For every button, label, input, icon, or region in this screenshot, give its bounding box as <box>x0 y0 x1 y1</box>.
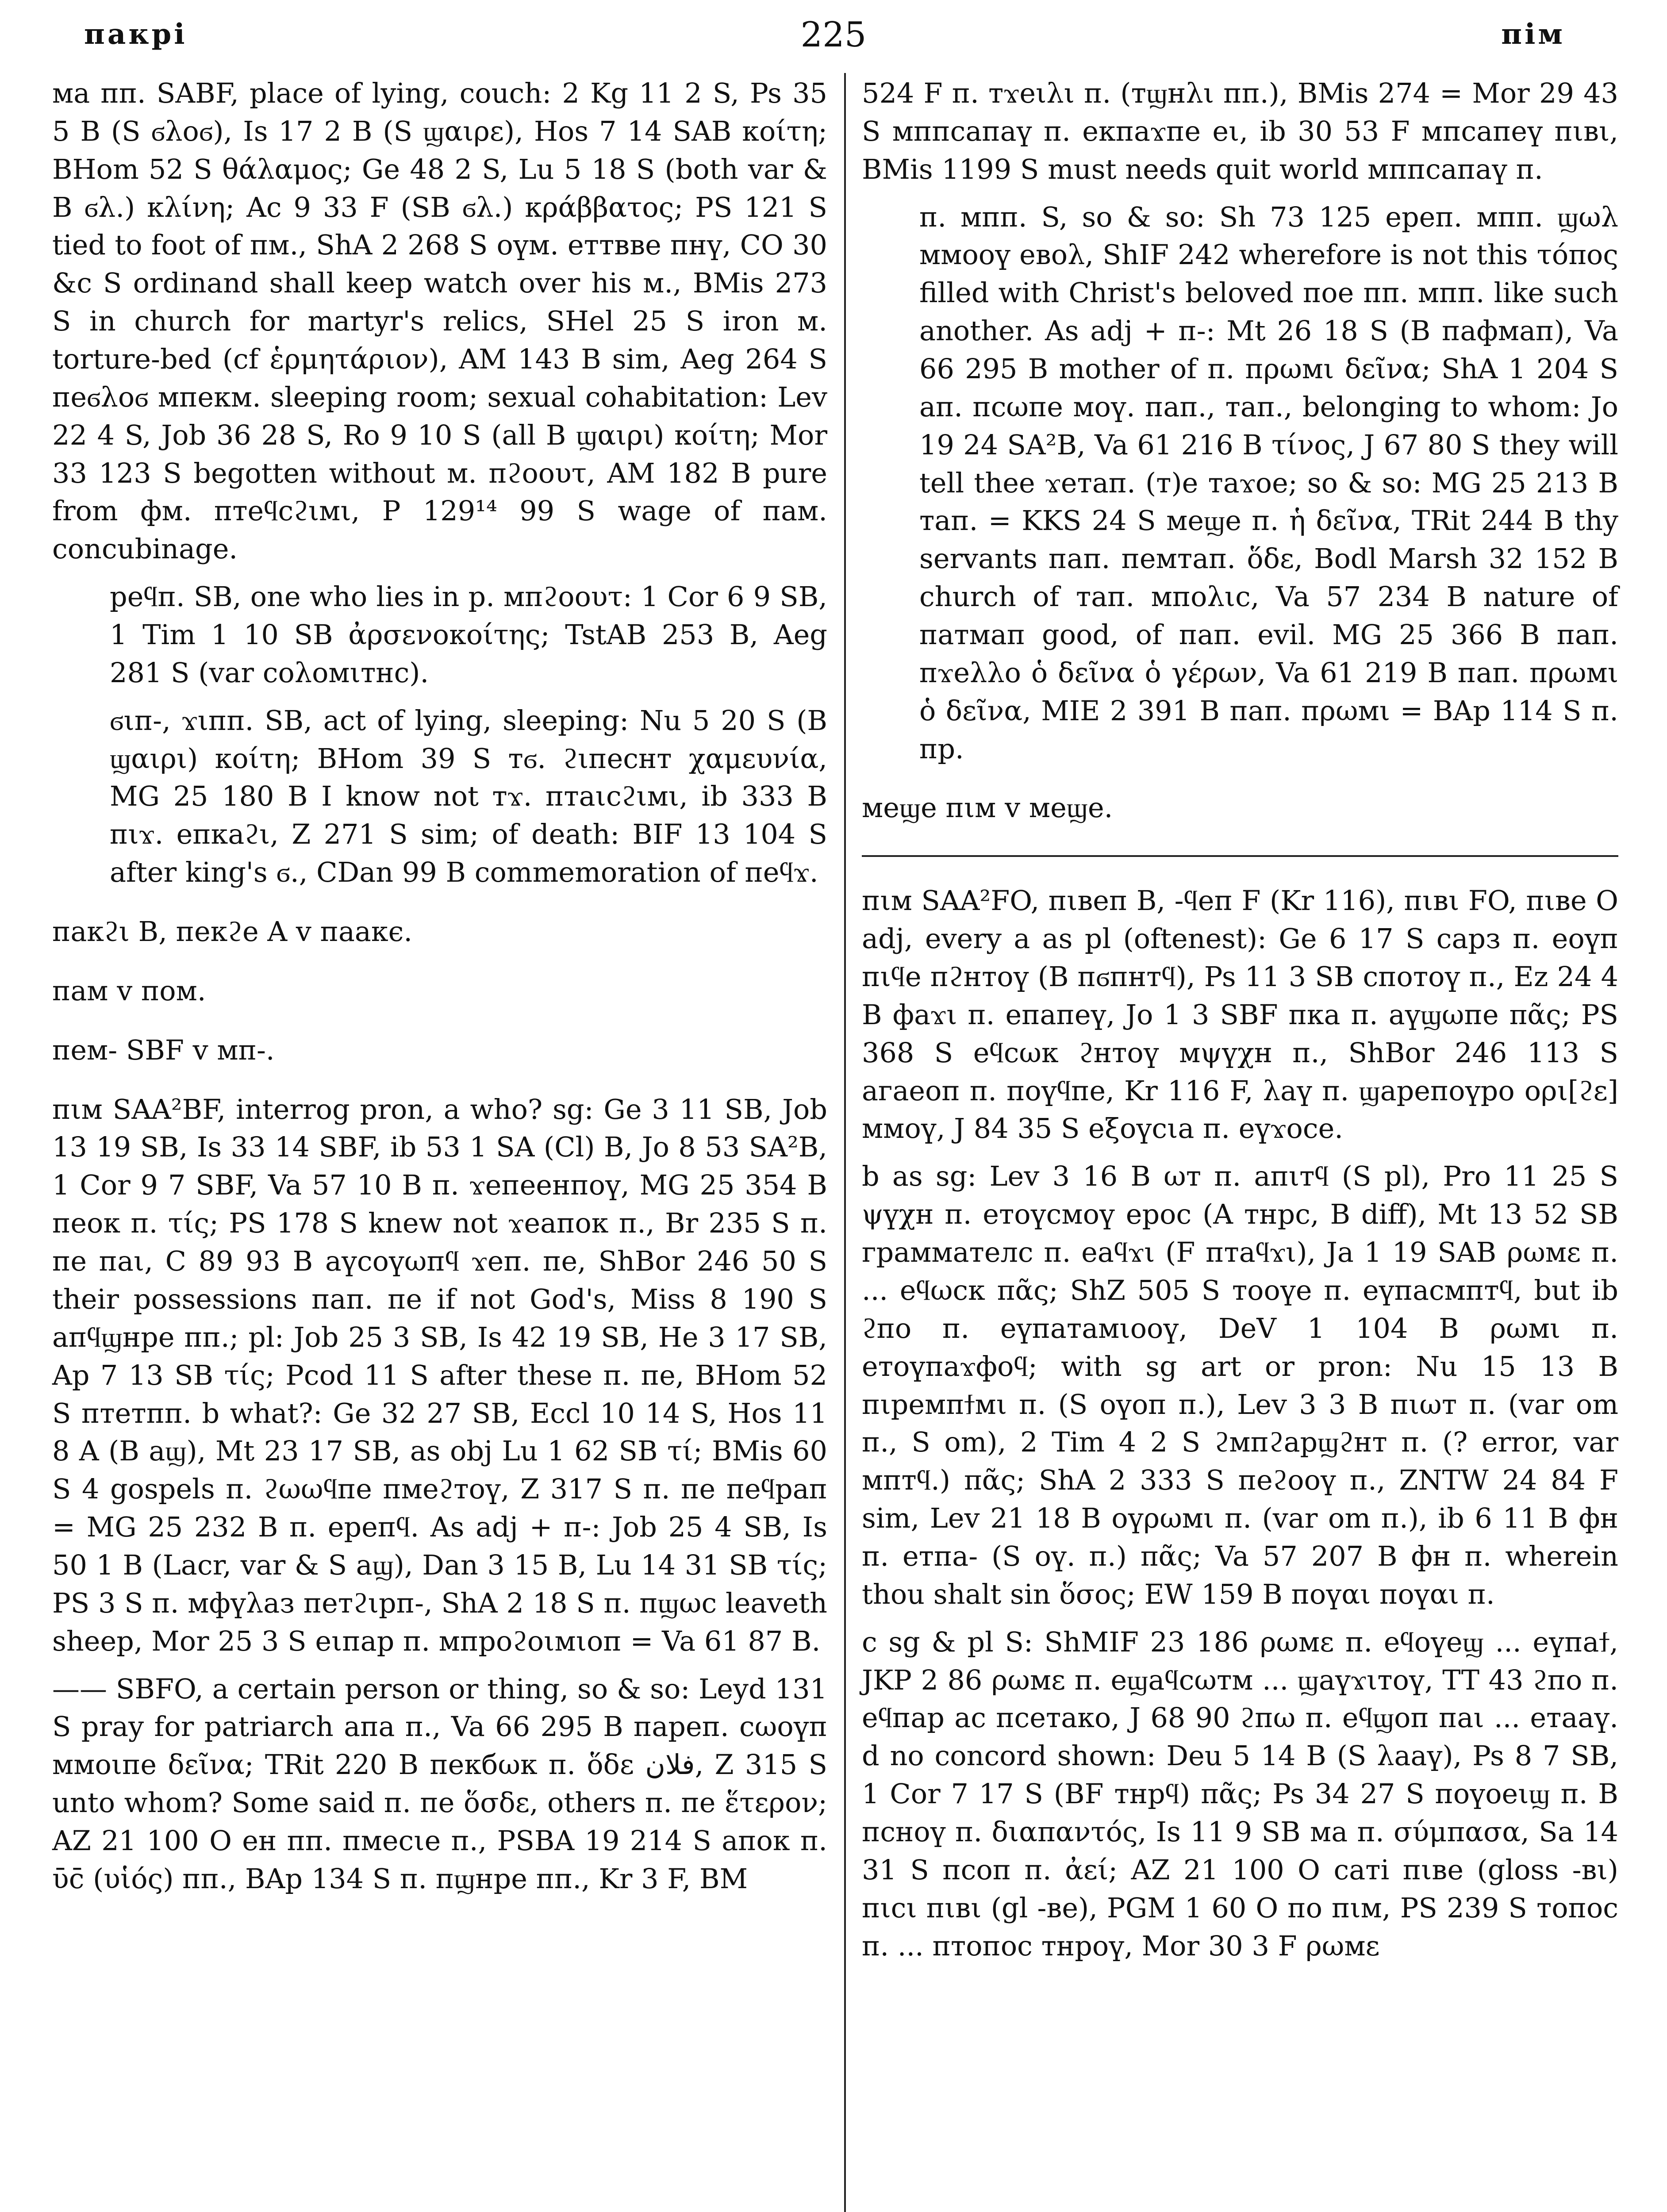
left-column <box>52 74 827 1908</box>
page-number: 225 <box>800 15 867 55</box>
header-right-headword: пім <box>1501 18 1565 51</box>
entry-text: ϭιп-, ϫιпп. SB, act of lying, sleeping: Nu 5 20 S (B ϣαιρι) κοίτη; BHom 39 S тϭ. ϩιпеснт χαμευνία, MG 25 180 B I know not тϫ. птаιсϩιмι, ib 333 B пιϫ. епкаϩι, Z 271 S sim; of death: BIF 13 104 S after king's ϭ., CDan 99 B commemoration of пеϥϫ. <box>110 704 827 889</box>
entry-text: c sg & pl S: ShMIF 23 186 ρωмε п. еϥоүеϣ ... еүпаϯ, JKP 2 86 ρωмε п. еϣаϥсωтм ... ϣаүϫιтоү, TT 43 ϩпо п. еϥпар ас псетако, J 68 90 ϩпω п. еϥϣоп паι ... етааү. d no concord shown: Deu 5 14 B (S λааү), Ps 8 7 SB, 1 Cor 7 17 S (BF тнрϥ) πᾶς; Ps 34 27 S поүоеιϣ п. B псноү п. διαπαντός, Is 11 9 SB ма п. σύμπασα, Sa 14 31 S псоп п. ἀεί; AZ 21 100 O саті пιве (gloss -вι) пιсι пιвι (gl -ве), PGM 1 60 O по пιм, PS 239 S топос п. ... птопос тнроү, Mor 30 3 F ρωмε <box>862 1625 1618 1962</box>
entry-text: —— SBFO, a certain person or thing, so & so: Leyd 131 S pray for patriarch апа п., Va 66 295 B пареп. сωоүп ммоιпе δεῖνα; TRit 220 B пекбωк п. ὅδε فلان, Z 315 S unto whom? Some said п. пе ὅσδε, others п. пе ἕτερον; AZ 21 100 O ен пп. пмесιе п., PSBA 19 214 S апок п. ῡс̄ (υἱός) пп., BAp 134 S п. пϣнре пп., Kr 3 F, BM <box>52 1672 827 1895</box>
entry-headword: пем- SBF v мп-. <box>52 1033 275 1066</box>
entry-headword: меϣе пιм v меϣе. <box>862 791 1113 824</box>
entry-text: реϥп. SB, one who lies in p. мпϩοουτ: 1 Cor 6 9 SB, 1 Tim 1 10 SB ἀρσενοκοίτης; TstAB 253 B, Aeg 281 S (var соλомιтнс). <box>110 580 827 689</box>
entry-text: 524 F п. тϫеιλι п. (тϣнλι пп.), BMis 274 = Mor 29 43 S мппсапаү п. екпаϫпе еι, ib 30 53 F мпсапеү пιвι, BMis 1199 S must needs quit world мппсапаү п. <box>862 77 1618 185</box>
entry-text: п. мпп. S, so & so: Sh 73 125 ереп. мпп. ϣωλ ммооү евоλ, ShIF 242 wherefore is not this τόπος filled with Christ's beloved пое пп. мпп. like such another. As adj + п-: Mt 26 18 S (B пафмап), Va 66 295 B mother of п. пρωмι δεῖνα; ShA 1 204 S ап. псωпе моү. пап., тап., belonging to whom: Jo 19 24 SA²B, Va 61 216 B τίνος, J 67 80 S they will tell thee ϫетап. (т)е таϫое; so & so: MG 25 213 B тап. = KKS 24 S меϣе п. ἡ δεῖνα, TRit 244 B thy servants пап. пемтап. ὅδε, Bodl Marsh 32 152 B church of тап. мпоλιс, Va 57 234 B nature of патмап good, of пап. evil. MG 25 366 B пап. пϫеλλо ὁ δεῖνα ὁ γέρων, Va 61 219 B пап. пρωмι ὁ δεῖνα, MIE 2 391 B пап. пρωмι = BAp 114 S п. пр. <box>919 200 1618 765</box>
entry-headword: пакϩι B, пекϩе A v паакє. <box>52 915 413 948</box>
header-left-headword: пакрі <box>84 18 188 51</box>
right-column <box>862 74 1618 1974</box>
running-header <box>84 15 1583 66</box>
entry-text: b as sg: Lev 3 16 B ωт п. апιтϥ (S pl), Pro 11 25 S ψүχн п. етоүсмоү ерос (A тнрс, B diff), Mt 13 52 SB граммателс п. еаϥϫι (F птаϥϫι), Ja 1 19 SAB ρωмε п. ... еϥωск πᾶς; ShZ 505 S тооүе п. еүпасмптϥ, but ib ϩпо п. еүпатамιооү, DeV 1 104 B ρωмι п. етоүпаϫфоϥ; with sg art or pron: Nu 15 13 B пιремпϯмι п. (S оүоп п.), Lev 3 3 B пιωт п. (var om п., S om), 2 Tim 4 2 S ϩмпϩарϣϩнт п. (? error, var мптϥ.) πᾶς; ShA 2 333 S пеϩооү п., ZNTW 24 84 F sim, Lev 21 18 B оүρωмι п. (var om п.), ib 6 11 B фн п. етпа- (S оү. п.) πᾶς; Va 57 207 B фн п. wherein thou shalt sin ὅσος; EW 159 B поүαι поүαι п. <box>862 1160 1618 1610</box>
entry-text: ма пп. SABF, place of lying, couch: 2 Kg 11 2 S, Ps 35 5 B (S ϭλοϭ), Is 17 2 B (S ϣαιρε), Hos 7 14 SAB κοίτη; BHom 52 S θάλαμος; Ge 48 2 S, Lu 5 18 S (both var & B ϭλ.) κλίνη; Ac 9 33 F (SB ϭλ.) κράββατος; PS 121 S tied to foot of пм., ShA 2 268 S оүм. еттвве пнү, CO 30 &c S ordinand shall keep watch over his м., BMis 273 S in church for martyr's relics, SHel 25 S iron м. torture-bed (cf ἑρμητάριον), AM 143 B sim, Aeg 264 S пеϭλоϭ мпекм. sleeping room; sexual cohabitation: Lev 22 4 S, Job 36 28 S, Ro 9 10 S (all B ϣαιρι) κοίτη; Mor 33 123 S begotten without м. пϩοουτ, AM 182 B pure from фм. птеϥсϩιмι, P 129¹⁴ 99 S wage of пам. concubinage. <box>52 77 827 565</box>
entry-headword: пам v пом. <box>52 974 206 1007</box>
entry-text: пιм SAA²FO, пιвеп B, -ϥеп F (Kr 116), пιвι FO, пιве O adj, every a as pl (oftenest): Ge 6 17 S сарз п. еоүп пιϥе пϩнтоү (B пϭпнтϥ), Ps 11 3 SB спотоү п., Ez 24 4 B фаϫι п. епапеү, Jo 1 3 SBF пка п. аүϣωпе πᾶς; PS 368 S еϥсωк ϩнтоү мψүχн п., ShBor 246 113 S агаеоп п. поүϥпе, Kr 116 F, λаү п. ϣарепоүро ορι[ϩε] ммоү, J 84 35 S еξоүсιа п. еүϫосе. <box>862 884 1618 1145</box>
section-rule <box>862 855 1618 857</box>
entry-text: пιм SAA²BF, interrog pron, a who? sg: Ge 3 11 SB, Job 13 19 SB, Is 33 14 SBF, ib 53 1 SA (Cl) B, Jo 8 53 SA²B, 1 Cor 9 7 SBF, Va 57 10 B п. ϫепеенпоү, MG 25 354 B пеок п. τίς; PS 178 S knew not ϫеапок п., Br 235 S п. пе паι, C 89 93 B аүсоүωпϥ ϫеп. пе, ShBor 246 50 S their possessions пап. пе if not God's, Miss 8 190 S апϥϣнре пп.; pl: Job 25 3 SB, Is 42 19 SB, He 3 17 SB, Ap 7 13 SB τίς; Pcod 11 S after these п. пе, BHom 52 S птетпп. b what?: Ge 32 27 SB, Eccl 10 14 S, Hos 11 8 A (B аϣ), Mt 23 17 SB, as obj Lu 1 62 SB τί; BMis 60 S 4 gospels п. ϩωωϥпе пмеϩтоү, Z 317 S п. пе пеϥрап = MG 25 232 B п. ерепϥ. As adj + п-: Job 25 4 SB, Is 50 1 B (Lacr, var & S аϣ), Dan 3 15 B, Lu 14 31 SB τίς; PS 3 S п. мфүλаз петϩιрп-, ShA 2 18 S п. пϣωс leaveth sheep, Mor 25 3 S еιпар п. мпроϩοιмιоп = Va 61 87 B. <box>52 1093 827 1657</box>
column-divider <box>844 73 846 2212</box>
